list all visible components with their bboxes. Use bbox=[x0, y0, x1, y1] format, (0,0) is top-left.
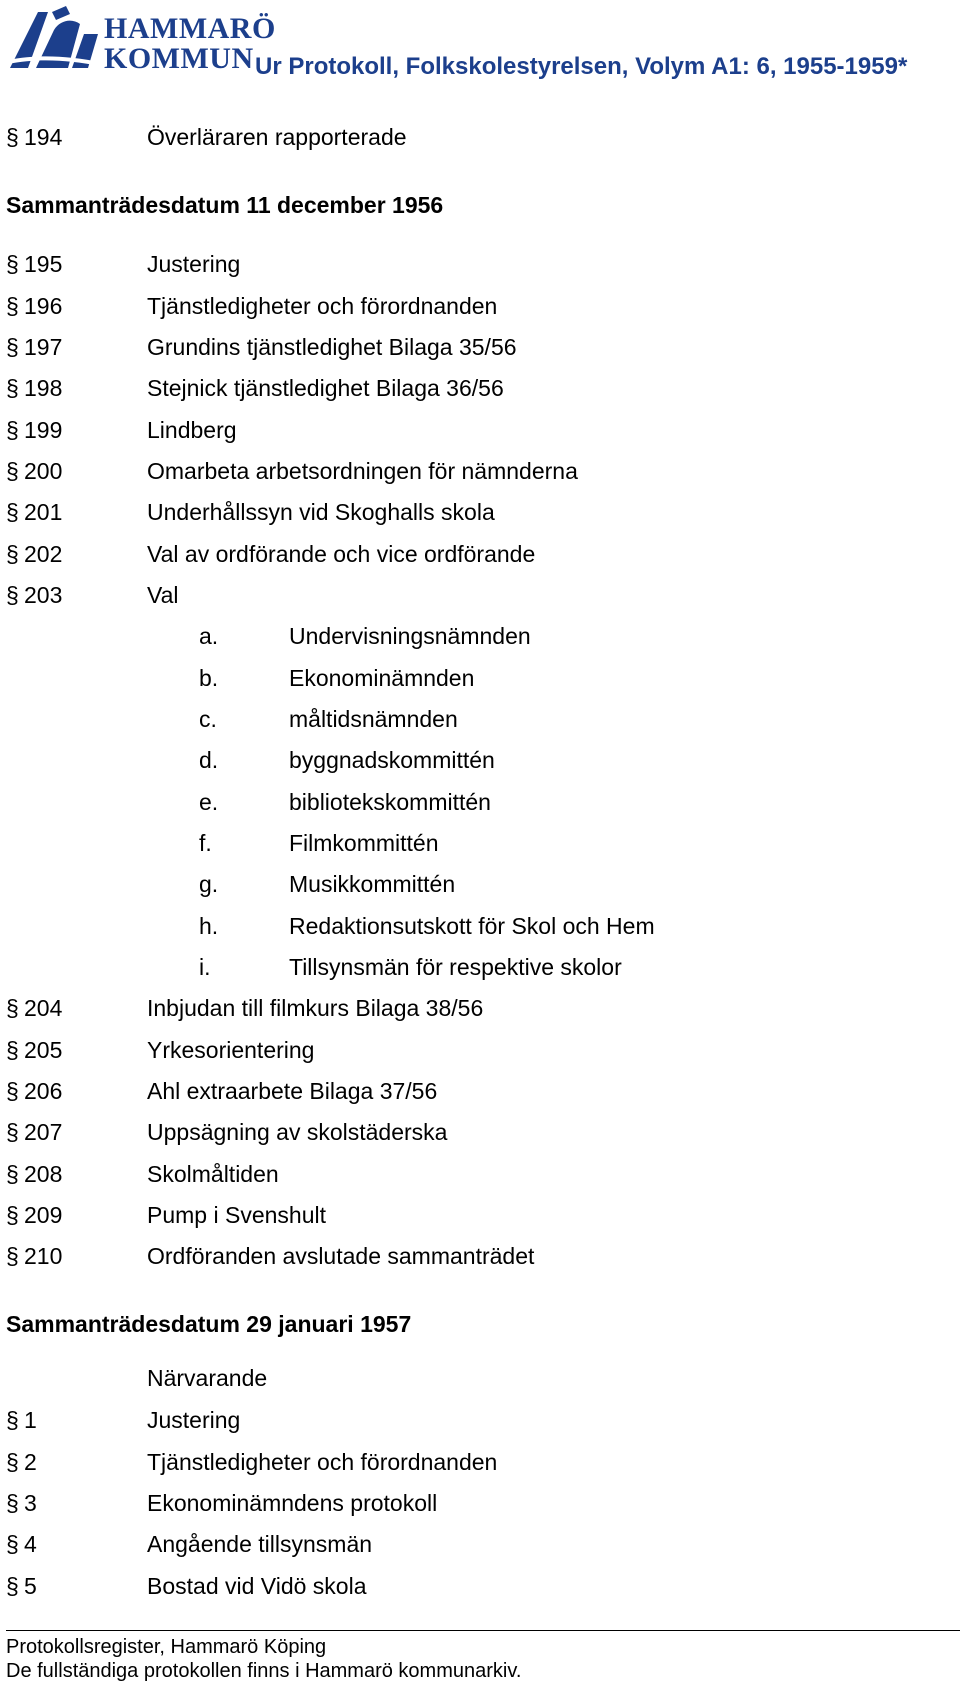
section-sign: § bbox=[6, 1161, 19, 1187]
section-number: 210 bbox=[24, 1243, 63, 1269]
section-number: 199 bbox=[24, 417, 63, 443]
document-header-title: Ur Protokoll, Folkskolestyrelsen, Volym A1: 6, 1955-1959* bbox=[255, 53, 908, 80]
section-number: 205 bbox=[24, 1037, 63, 1063]
section-number: 198 bbox=[24, 375, 63, 401]
section-sign: § bbox=[6, 417, 19, 443]
logo-text-kommun: KOMMUN bbox=[104, 42, 254, 75]
section-sign: § bbox=[6, 1243, 19, 1269]
section-title: Inbjudan till filmkurs Bilaga 38/56 bbox=[147, 995, 484, 1021]
section-title: Yrkesorientering bbox=[147, 1037, 315, 1063]
sub-item-letter: h. bbox=[199, 913, 219, 939]
section-title: Stejnick tjänstledighet Bilaga 36/56 bbox=[147, 375, 504, 401]
municipality-emblem-icon bbox=[8, 4, 100, 70]
section-title: Angående tillsynsmän bbox=[147, 1531, 373, 1557]
section-sign: § bbox=[6, 1037, 19, 1063]
section-sign: § bbox=[6, 1202, 19, 1228]
sub-item-letter: b. bbox=[199, 665, 219, 691]
section-sign: § bbox=[6, 293, 19, 319]
section-title: Justering bbox=[147, 1407, 241, 1433]
section-number: 201 bbox=[24, 499, 63, 525]
section-sign: § bbox=[6, 1119, 19, 1145]
sub-item-text: bibliotekskommittén bbox=[289, 789, 491, 815]
section-number: 194 bbox=[24, 124, 63, 150]
section-sign: § bbox=[6, 375, 19, 401]
section-sign: § bbox=[6, 1490, 19, 1516]
sub-item-letter: c. bbox=[199, 706, 217, 732]
sub-item-letter: e. bbox=[199, 789, 219, 815]
section-number: 1 bbox=[24, 1407, 37, 1433]
section-title: Omarbeta arbetsordningen för nämnderna bbox=[147, 458, 578, 484]
section-title: Ahl extraarbete Bilaga 37/56 bbox=[147, 1078, 438, 1104]
section-title: Ekonominämndens protokoll bbox=[147, 1490, 438, 1516]
sub-item-letter: i. bbox=[199, 954, 211, 980]
section-number: 3 bbox=[24, 1490, 37, 1516]
section-sign: § bbox=[6, 1531, 19, 1557]
sub-item-text: måltidsnämnden bbox=[289, 706, 458, 732]
section-number: 196 bbox=[24, 293, 63, 319]
section-sign: § bbox=[6, 124, 19, 150]
section-title: Justering bbox=[147, 251, 241, 277]
section-title: Underhållssyn vid Skoghalls skola bbox=[147, 499, 495, 525]
section-number: 197 bbox=[24, 334, 63, 360]
section-title: Uppsägning av skolstäderska bbox=[147, 1119, 448, 1145]
section-number: 5 bbox=[24, 1573, 37, 1599]
section-title: Ordföranden avslutade sammanträdet bbox=[147, 1243, 535, 1269]
sub-item-text: Undervisningsnämnden bbox=[289, 623, 531, 649]
section-number: 203 bbox=[24, 582, 63, 608]
section-title: Lindberg bbox=[147, 417, 237, 443]
meeting-date-heading: Sammanträdesdatum 11 december 1956 bbox=[6, 192, 444, 218]
sub-item-text: byggnadskommittén bbox=[289, 747, 495, 773]
section-sign: § bbox=[6, 334, 19, 360]
section-sign: § bbox=[6, 1407, 19, 1433]
section-title: Tjänstledigheter och förordnanden bbox=[147, 1449, 498, 1475]
section-sign: § bbox=[6, 1078, 19, 1104]
section-number: 207 bbox=[24, 1119, 63, 1145]
section-number: 200 bbox=[24, 458, 63, 484]
footer-source: Protokollsregister, Hammarö Köping bbox=[6, 1636, 327, 1658]
section-sign: § bbox=[6, 499, 19, 525]
section-number: 209 bbox=[24, 1202, 63, 1228]
hammaro-kommun-logo bbox=[8, 4, 276, 75]
section-number: 206 bbox=[24, 1078, 63, 1104]
section-sign: § bbox=[6, 458, 19, 484]
section-title: Val bbox=[147, 582, 179, 608]
section-sign: § bbox=[6, 582, 19, 608]
section-number: 204 bbox=[24, 995, 63, 1021]
section-number: 202 bbox=[24, 541, 63, 567]
section-title: Val av ordförande och vice ordförande bbox=[147, 541, 536, 567]
section-sign: § bbox=[6, 1573, 19, 1599]
section-title: Överläraren rapporterade bbox=[147, 124, 407, 150]
sub-item-letter: f. bbox=[199, 830, 212, 856]
sub-item-letter: g. bbox=[199, 871, 219, 897]
footer-divider bbox=[6, 1630, 960, 1631]
section-title: Grundins tjänstledighet Bilaga 35/56 bbox=[147, 334, 517, 360]
section-title: Skolmåltiden bbox=[147, 1161, 279, 1187]
section-sign: § bbox=[6, 541, 19, 567]
section-number: 2 bbox=[24, 1449, 37, 1475]
sub-item-text: Musikkommittén bbox=[289, 871, 456, 897]
footer-archive-note: De fullständiga protokollen finns i Hammarö kommunarkiv. bbox=[6, 1660, 522, 1682]
sub-item-text: Ekonominämnden bbox=[289, 665, 475, 691]
section-sign: § bbox=[6, 995, 19, 1021]
section-number: 195 bbox=[24, 251, 63, 277]
sub-item-text: Redaktionsutskott för Skol och Hem bbox=[289, 913, 655, 939]
sub-item-text: Tillsynsmän för respektive skolor bbox=[289, 954, 622, 980]
sub-item-text: Filmkommittén bbox=[289, 830, 439, 856]
sub-item-letter: a. bbox=[199, 623, 219, 649]
section-title: Bostad vid Vidö skola bbox=[147, 1573, 367, 1599]
section-title: Tjänstledigheter och förordnanden bbox=[147, 293, 498, 319]
section-sign: § bbox=[6, 251, 19, 277]
meeting-date-heading: Sammanträdesdatum 29 januari 1957 bbox=[6, 1311, 412, 1337]
section-title: Pump i Svenshult bbox=[147, 1202, 326, 1228]
section-number: 4 bbox=[24, 1531, 37, 1557]
section-number: 208 bbox=[24, 1161, 63, 1187]
section-sign: § bbox=[6, 1449, 19, 1475]
attendance-label: Närvarande bbox=[147, 1365, 268, 1391]
logo-text-hammaro: HAMMARÖ bbox=[104, 12, 276, 45]
sub-item-letter: d. bbox=[199, 747, 219, 773]
